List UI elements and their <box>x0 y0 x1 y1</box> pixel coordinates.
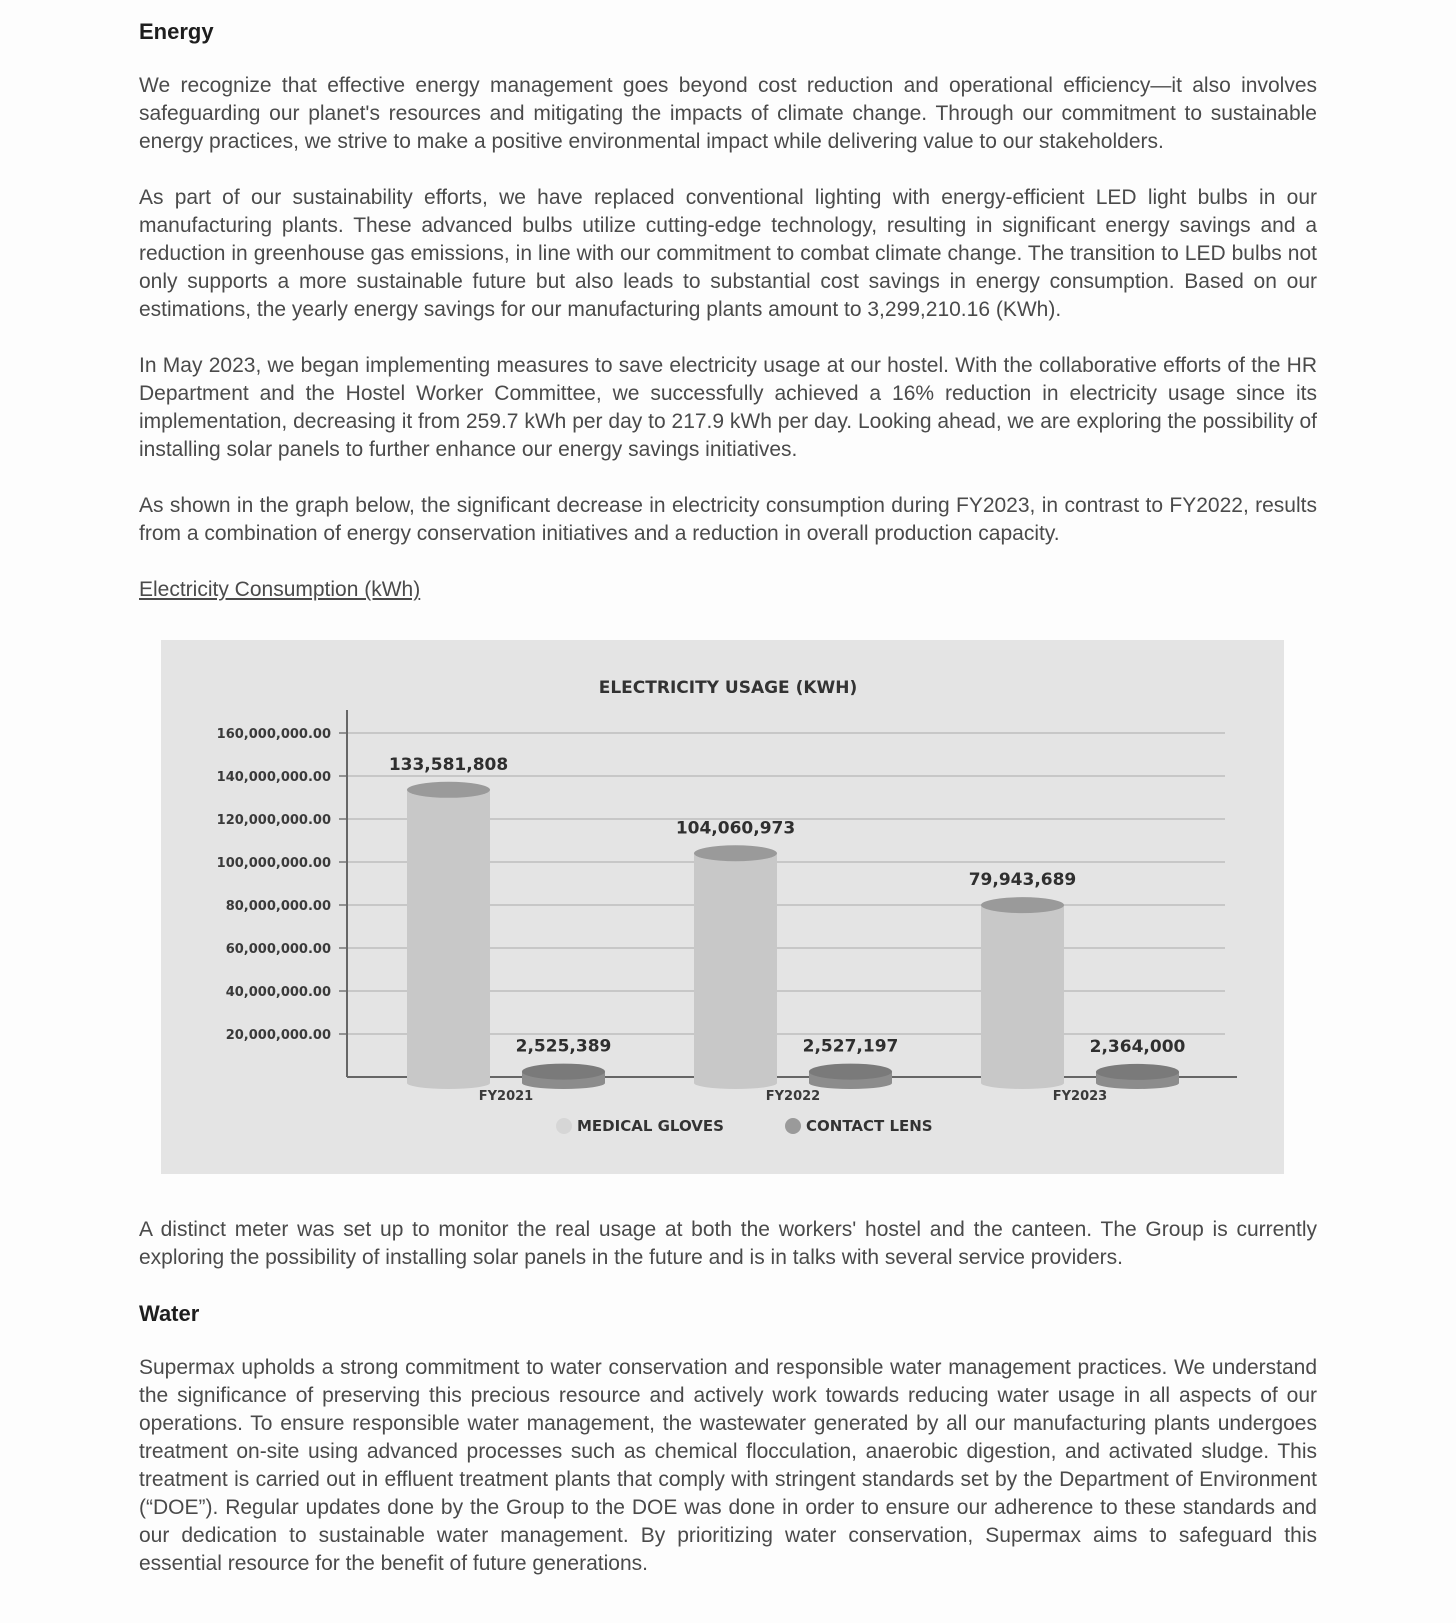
x-tick-label: FY2023 <box>1052 1089 1108 1104</box>
data-label: 133,581,808 <box>388 754 509 775</box>
bar-cap <box>981 897 1064 913</box>
electricity-chart <box>161 640 1284 1174</box>
bar-fy2021-medical-gloves <box>407 790 490 1083</box>
energy-paragraph-2: As part of our sustainability efforts, we have replaced conventional lighting with energy-efficient LED light bulbs in our manufacturing plants. These advanced bulbs utilize cutting-edge technology, resulting in significant energy savings and a reduction in greenhouse gas emissions, in line with our commitment to combat climate change. The transition to LED bulbs not only supports a more sustainable future but also leads to substantial cost savings in energy consumption. Based on our estimations, the yearly energy savings for our manufacturing plants amount to 3,299,210.16 (KWh). <box>139 186 1317 321</box>
bar-cap <box>1096 1064 1179 1080</box>
y-tick-label: 20,000,000.00 <box>225 1028 331 1043</box>
data-label: 79,943,689 <box>968 870 1077 891</box>
y-tick-label: 120,000,000.00 <box>216 813 331 828</box>
energy-heading: Energy <box>139 19 214 44</box>
y-tick-label: 80,000,000.00 <box>225 899 331 914</box>
bar-base <box>407 1077 490 1089</box>
chart-caption: Electricity Consumption (kWh) <box>139 578 421 601</box>
legend-swatch <box>785 1118 801 1134</box>
bar-fy2023-medical-gloves <box>981 905 1064 1083</box>
bar-cap <box>407 782 490 798</box>
energy-paragraph-4: As shown in the graph below, the significant decrease in electricity consumption during FY2023, in contrast to FY2022, results from a combination of energy conservation initiatives and a reduction in overall production capacity. <box>139 494 1317 545</box>
y-tick-label: 40,000,000.00 <box>225 985 331 1000</box>
legend-label: CONTACT LENS <box>806 1117 933 1135</box>
water-paragraph: Supermax upholds a strong commitment to water conservation and responsible water management practices. We understand the significance of preserving this precious resource and actively work towards reducing water usage in all aspects of our operations. To ensure responsible water management, the wastewater generated by all our manufacturing plants undergoes treatment on-site using advanced processes such as chemical flocculation, anaerobic digestion, and activated sludge. This treatment is carried out in effluent treatment plants that comply with stringent standards set by the Department of Environment (“DOE”). Regular updates done by the Group to the DOE was done in order to ensure our adherence to these standards and our dedication to sustainable water management. By prioritizing water conservation, Supermax aims to safeguard this essential resource for the benefit of future generations. <box>139 1356 1317 1575</box>
legend-swatch <box>556 1118 572 1134</box>
y-tick-label: 60,000,000.00 <box>225 942 331 957</box>
meter-paragraph: A distinct meter was set up to monitor the real usage at both the workers' hostel and the canteen. The Group is currently exploring the possibility of installing solar panels in the future and is in talks with several service providers. <box>139 1218 1317 1269</box>
bar-fy2022-medical-gloves <box>694 853 777 1083</box>
bar-base <box>694 1077 777 1089</box>
energy-paragraph-1: We recognize that effective energy management goes beyond cost reduction and operational efficiency—it also involves safeguarding our planet's resources and mitigating the impacts of climate change. Through our commitment to sustainable energy practices, we strive to make a positive environmental impact while delivering value to our stakeholders. <box>139 74 1317 153</box>
x-tick-label: FY2021 <box>478 1089 534 1104</box>
water-section <box>139 1300 1317 1606</box>
bar-base <box>981 1077 1064 1089</box>
data-label: 104,060,973 <box>675 818 796 839</box>
water-heading: Water <box>139 1301 200 1326</box>
chart-title: ELECTRICITY USAGE (KWH) <box>598 678 858 698</box>
data-label: 2,364,000 <box>1089 1036 1186 1057</box>
bar-cap <box>522 1064 605 1080</box>
energy-paragraph-3: In May 2023, we began implementing measures to save electricity usage at our hostel. With the collaborative efforts of the HR Department and the Hostel Worker Committee, we successfully achieved a 16% reduction in electricity usage since its implementation, decreasing it from 259.7 kWh per day to 217.9 kWh per day. Looking ahead, we are exploring the possibility of installing solar panels to further enhance our energy savings initiatives. <box>139 354 1317 461</box>
y-tick-label: 160,000,000.00 <box>216 727 331 742</box>
y-tick-label: 100,000,000.00 <box>216 856 331 871</box>
bar-cap <box>809 1064 892 1080</box>
data-label: 2,525,389 <box>515 1036 612 1057</box>
data-label: 2,527,197 <box>802 1036 899 1057</box>
bar-cap <box>694 845 777 861</box>
energy-section <box>139 18 1317 636</box>
x-tick-label: FY2022 <box>765 1089 821 1104</box>
y-tick-label: 140,000,000.00 <box>216 770 331 785</box>
legend-label: MEDICAL GLOVES <box>577 1117 724 1135</box>
electricity-chart-svg <box>161 640 1284 1174</box>
